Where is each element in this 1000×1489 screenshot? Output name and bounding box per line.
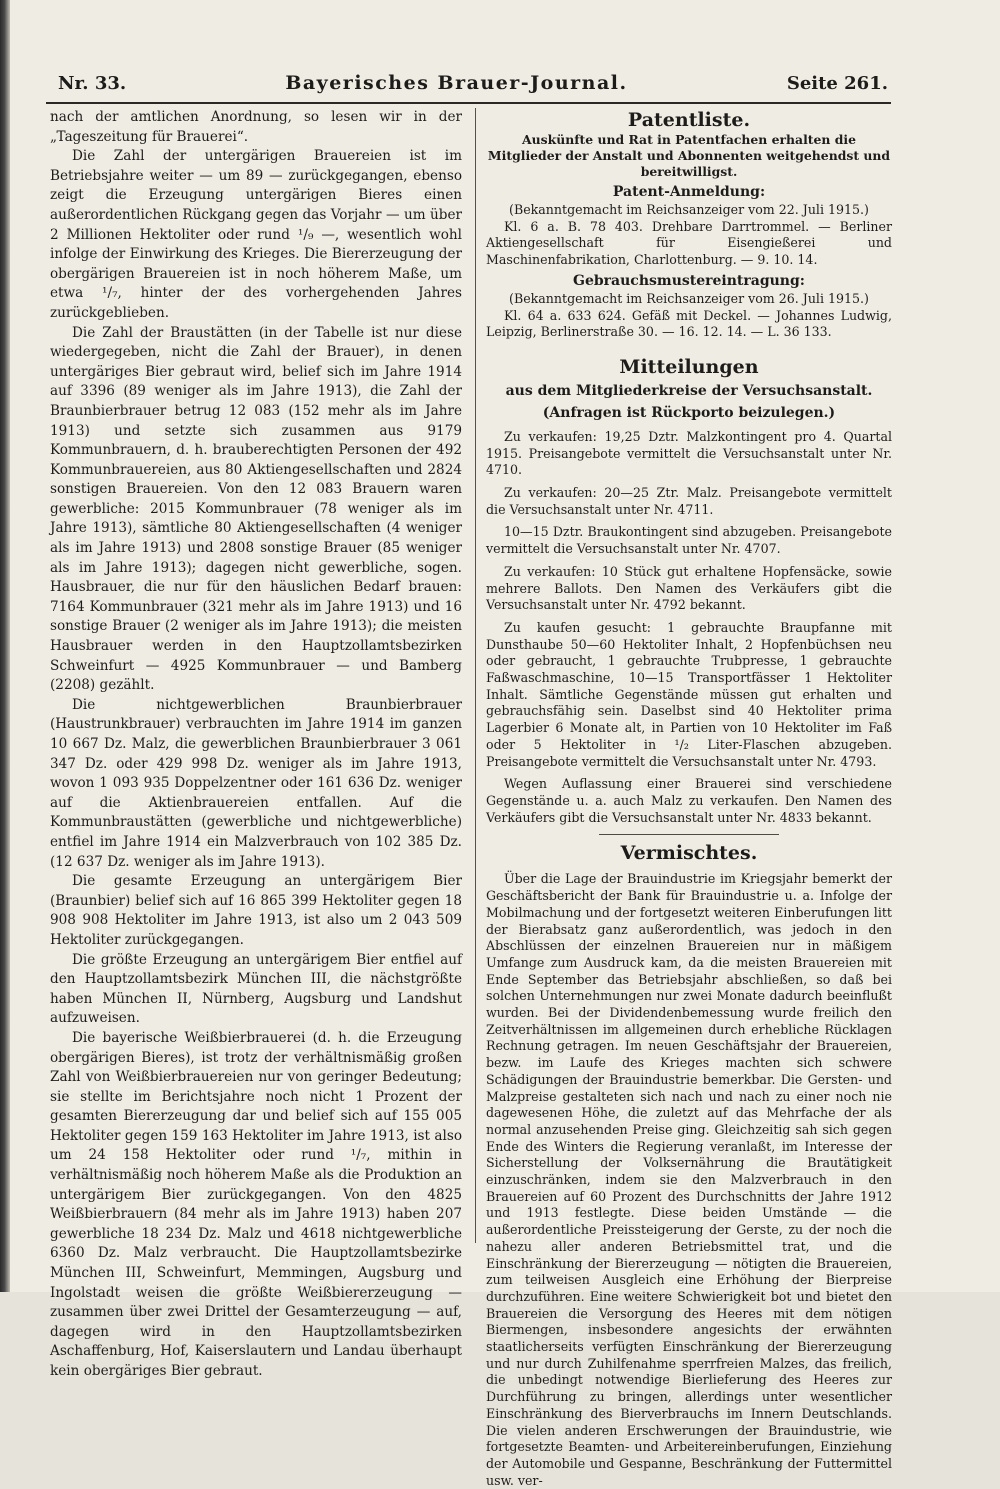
utility-model-heading: Gebrauchsmustereintragung: — [573, 272, 805, 289]
right-column — [486, 108, 892, 1489]
notice-item: Wegen Auflassung einer Brauerei sind verschiedene Gegenstände u. a. auch Malz zu verkaufen. Den Namen des Verkäufers gibt die Versuchsanstalt unter Nr. 4833 bekannt. — [486, 776, 892, 825]
mitteilungen-note: (Anfragen ist Rückporto beizulegen.) — [542, 404, 836, 421]
paragraph: Die gesamte Erzeugung an untergärigem Bier (Braunbier) belief sich auf 16 865 399 Hektoliter gegen 18 908 908 Hektoliter im Jahre 1913, ist also um 2 043 509 Hektoliter zurückgegangen. — [50, 873, 462, 948]
patent-application-note: (Bekanntgemacht im Reichsanzeiger vom 22. Juli 1915.) — [509, 202, 869, 217]
mitteilungen-subtitle: aus dem Mitgliederkreise der Versuchsanstalt. — [505, 382, 873, 399]
journal-page — [10, 0, 1000, 1488]
column-separator — [475, 108, 476, 1243]
vermischtes-heading: Vermischtes. — [620, 842, 758, 865]
vermischtes-text: Über die Lage der Brauindustrie im Kriegsjahr bemerkt der Geschäftsbericht der Bank für Brauindustrie u. a. Infolge der Mobilmachung und der fortgesetzt weiteren Einberufungen litt der Bierabsatz ganz außerordentlich, was jedoch in den Abschlüssen der einzelnen Brauereien nur in mäßigem Umfange zum Ausdruck kam, da die meisten Brauereien mit Ende September das Betriebsjahr abschließen, so daß bei solchen Unternehmungen nur zwei Monate dadurch beeinflußt wurden. Bei der Dividendenbemessung wurde freilich den Zeitverhältnissen im allgemeinen durch erhebliche Rücklagen Rechnung getragen. Im neuen Geschäftsjahr der Brauereien, bezw. im Laufe des Krieges machten sich schwere Schädigungen der Brauindustrie bemerkbar. Die Gersten- und Malzpreise gestalteten sich nach und nach zu einer noch nie dagewesenen Höhe, die zuletzt auf das Mehrfache der als normal anzusehenden Preise ging. Gleichzeitig sah sich gegen Ende des Winters die Regierung veranlaßt, im Interesse der Sicherstellung der Volksernährung die Brautätigkeit einzuschränken, indem sie den Malzverbrauch in den Brauereien auf 60 Prozent des Durchschnitts der Jahre 1912 und 1913 festlegte. Diese beiden Umstände — die außerordentliche Preissteigerung der Gerste, zu der noch die nahezu aller anderen Betriebsmittel trat, und die Einschränkung der Biererzeugung — nötigten die Brauereien, zum teilweisen Ausgleich eine Erhöhung der Bierpreise durchzuführen. Eine weitere Schwierigkeit bot und bietet den Brauereien die Versorgung des Heeres mit dem nötigen Biermengen, insbesondere angesichts der erwähnten staatlicherseits verfügten Einschränkung der Biererzeugung und nur durch Zuhilfenahme sperrfreien Malzes, das freilich, die unbedingt notwendige Bierlieferung des Heeres zur Durchführung zu bringen, allerdings unter wesentlicher Einschränkung des Bierverbrauchs im Innern Deutschlands. Die vielen anderen Erschwerungen der Brauindustrie, wie fortgesetzte Beamten- und Arbeitereinberufungen, Einziehung der Automobile und Gespanne, Beschränkung der Futtermittel usw. ver- — [486, 871, 892, 1488]
utility-model-note: (Bekanntgemacht im Reichsanzeiger vom 26. Juli 1915.) — [509, 290, 869, 306]
notice-item: Zu verkaufen: 10 Stück gut erhaltene Hopfensäcke, sowie mehrere Ballots. Den Namen des Verkäufers gibt die Versuchsanstalt unter Nr. 4792 bekannt. — [486, 563, 892, 613]
mitteilungen-heading: Mitteilungen — [619, 355, 759, 378]
patent-application-text: Kl. 6 a. B. 78 403. Drehbare Darrtrommel. — Berliner Aktiengesellschaft für Eisengießerei und Maschinenfabrikation, Charlottenburg. — 9. 10. 14. — [486, 218, 892, 268]
paragraph: Die bayerische Weißbierbrauerei (d. h. die Erzeugung obergärigen Bieres), ist trotz der verhältnismäßig großen Zahl von Weißbierbrauereien nur von geringer Bedeutung; sie stellte im Berichtsjahre noch nicht 1 Prozent der gesamten Biererzeugung dar und belief sich auf 155 005 Hektoliter gegen 159 163 Hektoliter im Jahre 1913, ist also um 24 158 Hektoliter oder rund ¹/₇, mithin in verhältnismäßig noch höherem Maße als die Produktion an untergärigem Bier zurückgegangen. Von den 4825 Weißbierbrauern (84 mehr als im Jahre 1913) haben 207 gewerbliche 18 234 Dz. Malz und 4618 nichtgewerbliche 6360 Dz. Malz verbraucht. Die Hauptzollamtsbezirke München III, Schweinfurt, Memmingen, Augsburg und Ingolstadt weisen die größte Weißbiererzeugung — zusammen über zwei Drittel der Gesamterzeugung — auf, dagegen wird in den Hauptzollamtsbezirken Aschaffenburg, Hof, Kaiserslautern und Landau überhaupt kein obergäriges Bier gebraut. — [50, 1029, 462, 1379]
paragraph: Die Zahl der untergärigen Brauereien ist im Betriebsjahre weiter — um 89 — zurückgegangen, ebenso zeigt die Erzeugung untergärigen Bieres einen außerordentlichen Rückgang gegen das Vorjahr — um über 2 Millionen Hektoliter oder rund ¹/₉ —, wesentlich wohl infolge der Einwirkung des Krieges. Die Biererzeugung der obergärigen Brauereien ist in noch höherem Maße, um etwa ¹/₇, hinter der des vorhergehenden Jahres zurückgeblieben. — [50, 148, 462, 321]
left-column — [50, 108, 462, 1382]
issue-number: Nr. 33. — [58, 73, 127, 94]
patent-application-heading: Patent-Anmeldung: — [612, 184, 766, 200]
patents-intro: Auskünfte und Rat in Patentfachen erhalten die Mitglieder der Anstalt und Abonnenten weitgehendst und bereitwilligst. — [487, 132, 891, 179]
notice-item: Zu verkaufen: 20—25 Ztr. Malz. Preisangebote vermittelt die Versuchsanstalt unter Nr. 4711. — [486, 485, 892, 517]
notice-item: Zu verkaufen: 19,25 Dztr. Malzkontingent pro 4. Quartal 1915. Preisangebote vermittelt die Versuchsanstalt unter Nr. 4710. — [486, 428, 892, 478]
paragraph: Die größte Erzeugung an untergärigem Bier entfiel auf den Hauptzollamtsbezirk München III, die nächstgrößte haben München II, Nürnberg, Augsburg und Landshut aufzuweisen. — [50, 951, 462, 1027]
utility-model-text: Kl. 64 a. 633 624. Gefäß mit Deckel. — Johannes Ludwig, Leipzig, Berlinerstraße 30. — 16. 12. 14. — L. 36 133. — [486, 307, 892, 340]
notice-item: Zu kaufen gesucht: 1 gebrauchte Braupfanne mit Dunsthaube 50—60 Hektoliter Inhalt, 2 Hopfenbüchsen neu oder gebraucht, 1 gebrauchte Trubpresse, 1 gebrauchte Faßwaschmaschine, 10—15 Transportfässer 1 Hektoliter Inhalt. Sämtliche Gegenstände müssen gut erhalten und gebrauchsfähig sein. Daselbst sind 40 Hektoliter prima Lagerbier 6 Monate alt, in Partien von 10 Hektoliter im Faß oder 5 Hektoliter in ¹/₂ Liter-Flaschen abzugeben. Preisangebote vermittelt die Versuchsanstalt unter Nr. 4793. — [486, 619, 892, 769]
journal-title: Bayerisches Brauer-Journal. — [285, 72, 628, 94]
notice-item: 10—15 Dztr. Braukontingent sind abzugeben. Preisangebote vermittelt die Versuchsanstalt unter Nr. 4707. — [486, 524, 892, 557]
patents-heading: Patentliste. — [627, 109, 751, 131]
page-number: Seite 261. — [786, 73, 888, 94]
paragraph: nach der amtlichen Anordnung, so lesen wir in der „Tageszeitung für Brauerei“. — [50, 109, 462, 145]
book-spine-edge — [0, 0, 10, 1292]
paragraph: Die nichtgewerblichen Braunbierbrauer (Haustrunkbrauer) verbrauchten im Jahre 1914 im ganzen 10 667 Dz. Malz, die gewerblichen Braunbierbrauer 3 061 347 Dz. oder 429 998 Dz. weniger als im Jahre 1913, wovon 1 093 935 Doppelzentner oder 161 636 Dz. weniger auf die Aktienbrauereien entfallen. Auf die Kommunbraustätten (gewerbliche und nichtgewerbliche) entfiel im Jahre 1914 ein Malzverbrauch von 102 385 Dz. (12 637 Dz. weniger als im Jahre 1913). — [50, 696, 462, 870]
header-rule — [46, 102, 891, 104]
paragraph: Die Zahl der Braustätten (in der Tabelle ist nur diese wiedergegeben, nicht die Zahl der Brauer), in denen untergäriges Bier gebraut wird, belief sich im Jahre 1914 auf 3396 (89 weniger als im Jahre 1913), die Zahl der Braunbierbrauer betrug 12 083 (152 mehr als im Jahre 1913) und setzte sich zusammen aus 9179 Kommunbrauern, d. h. brauberechtigten Personen der 492 Kommunbrauereien, aus 80 Aktiengesellschaften und 2824 sonstigen Brauereien. Von den 12 083 Brauern waren gewerbliche: 2015 Kommunbrauer (78 weniger als im Jahre 1913), sämtliche 80 Aktiengesellschaften (4 weniger als im Jahre 1913) und 2808 sonstige Brauer (85 weniger als im Jahre 1913); dagegen nicht gewerbliche, sogen. Hausbrauer, die nur für den häuslichen Bedarf brauen: 7164 Kommunbrauer (321 mehr als im Jahre 1913) und 16 sonstige Brauer (2 weniger als im Jahre 1913); die meisten Hausbrauer werden in den Hauptzollamtsbezirken Schweinfurt — 4925 Kommunbrauer — und Bamberg (2208) gezählt. — [50, 324, 462, 694]
page-header — [58, 72, 888, 100]
